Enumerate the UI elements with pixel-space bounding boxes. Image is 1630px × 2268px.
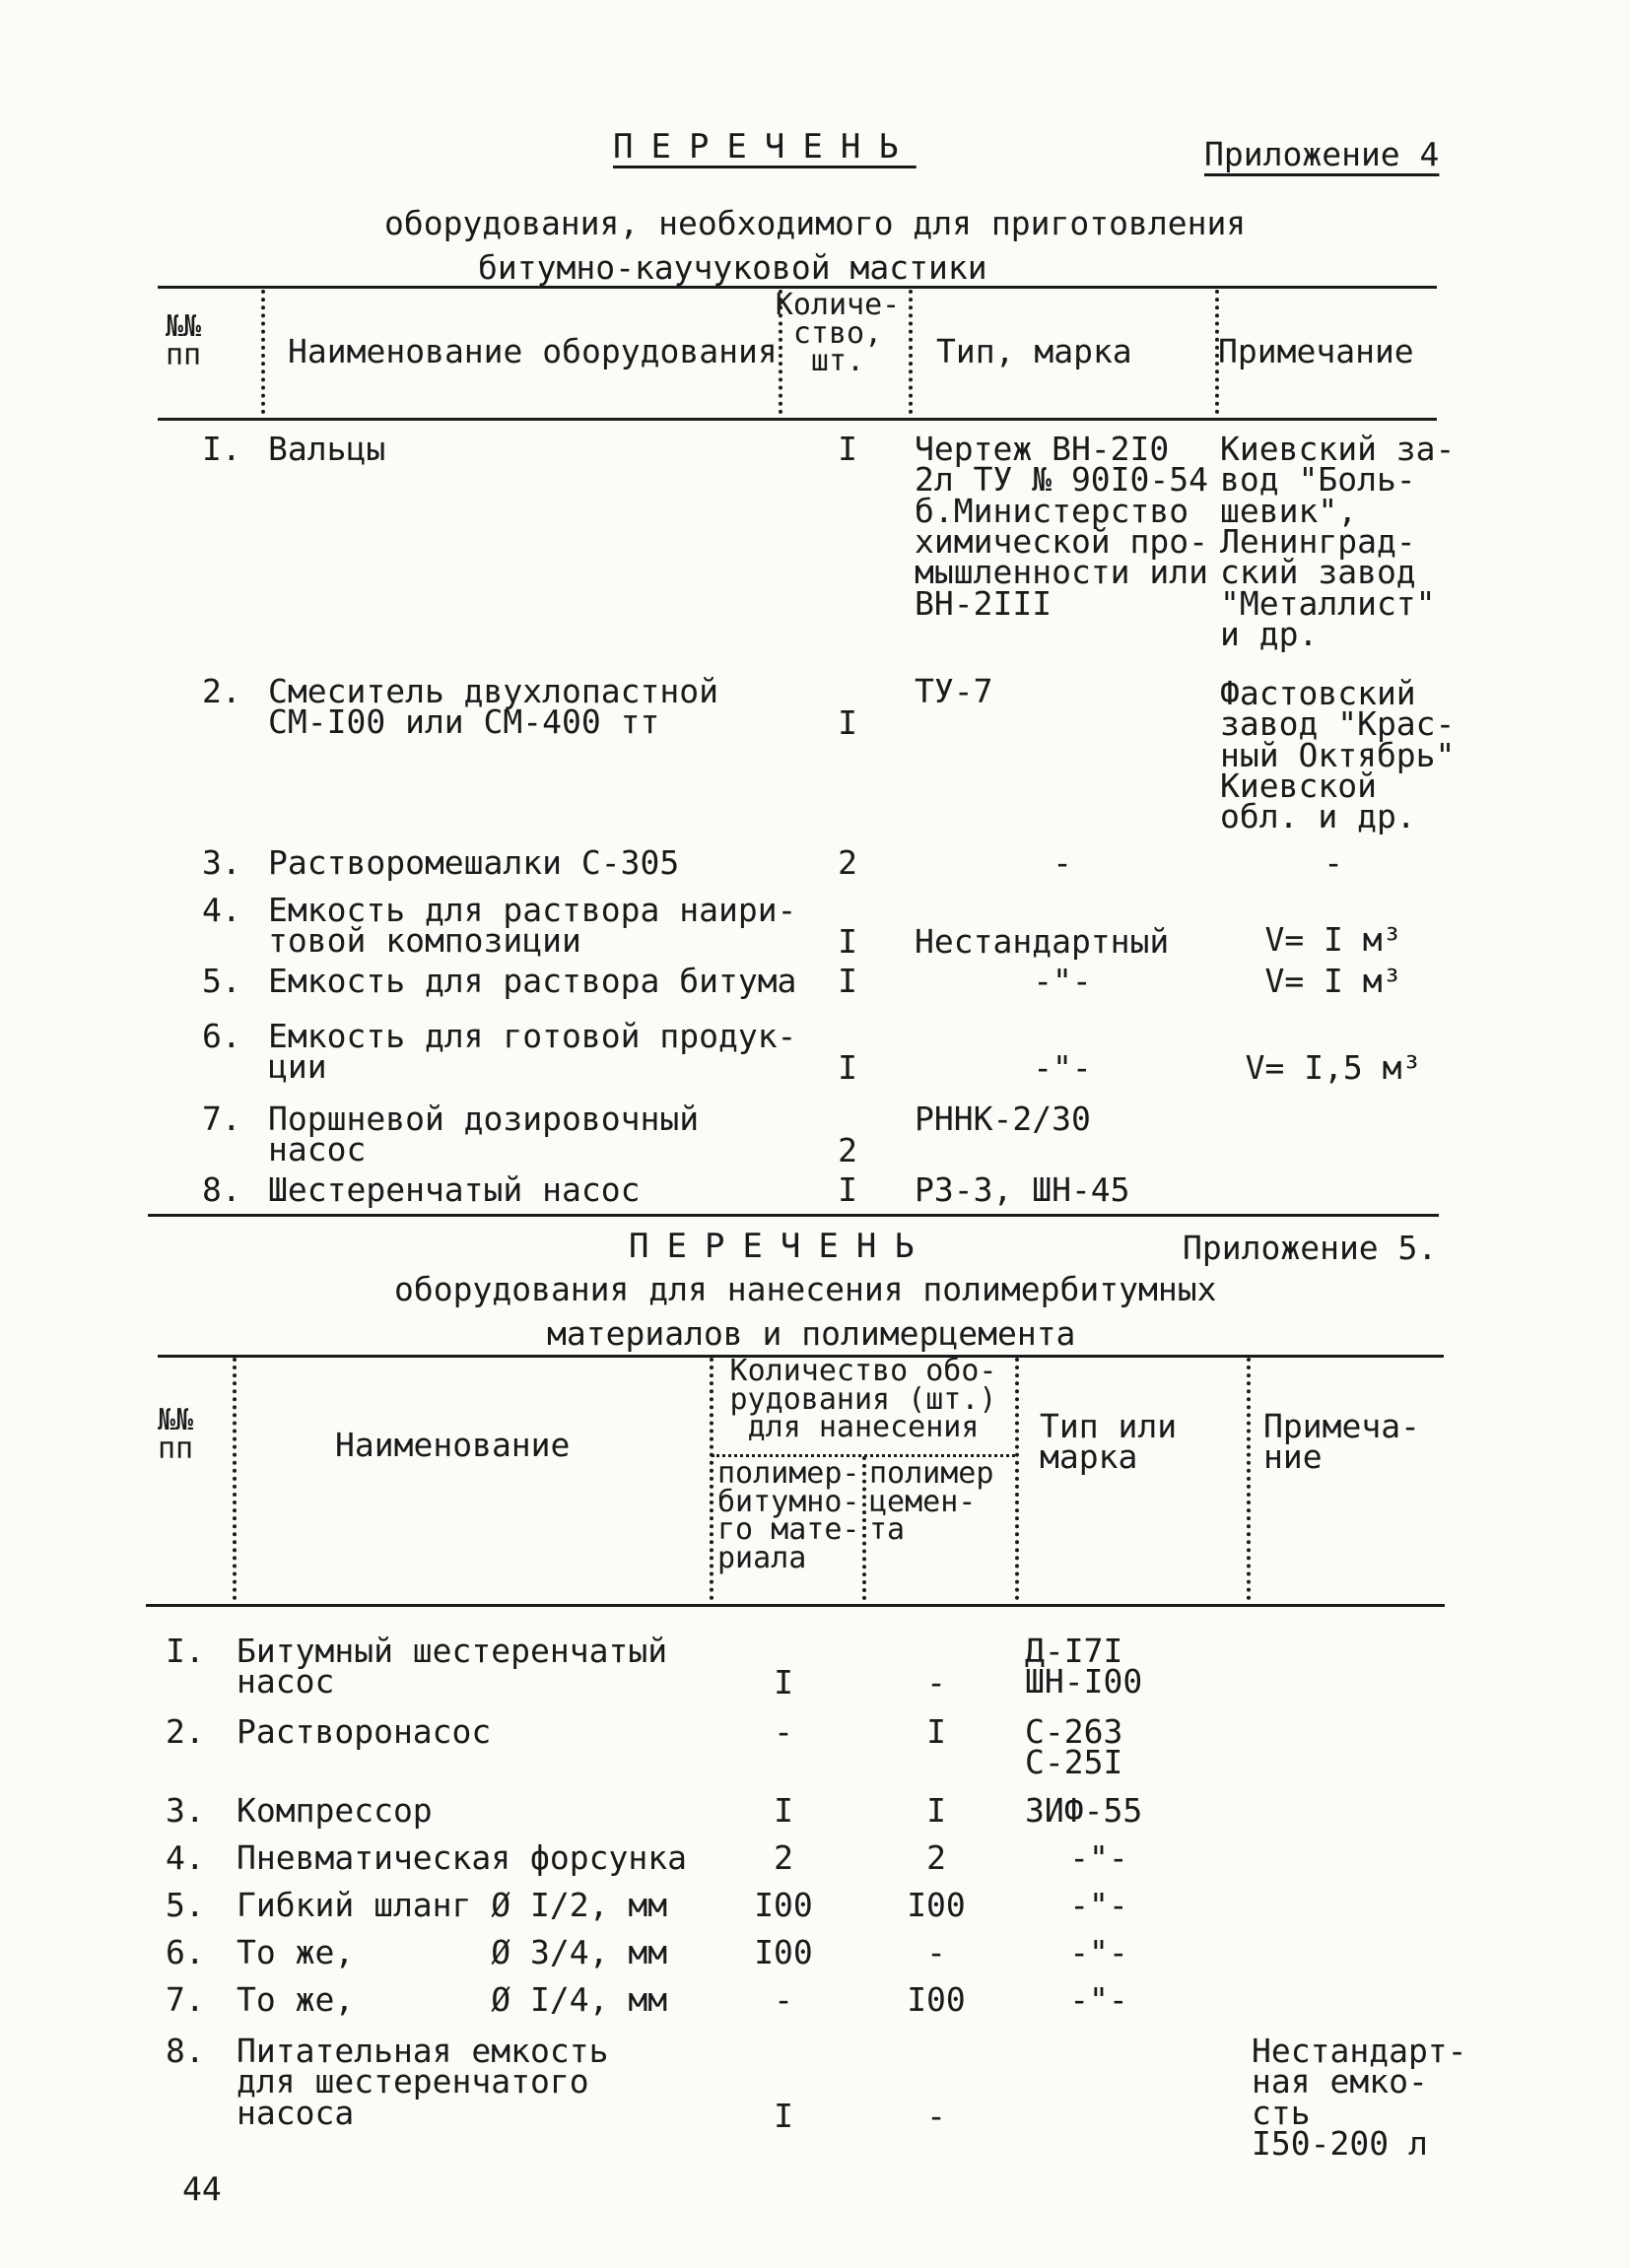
list4-col-divider (261, 290, 265, 414)
equipment-name: Емкость для раствора наири- товой композиции (268, 891, 797, 961)
table-row-number: I. (166, 1632, 205, 1670)
type-cell: -"- (1033, 1048, 1092, 1087)
quantity-b-cell: I (926, 1791, 946, 1830)
table-row-number: 3. (166, 1791, 205, 1830)
list5-col-divider (1247, 1358, 1251, 1600)
quantity-a-cell: I (774, 1663, 793, 1701)
table-row-number: 4. (166, 1838, 205, 1877)
quantity-b-cell: - (926, 1663, 946, 1701)
list5-appendix-label: Приложение 5. (1183, 1229, 1438, 1267)
note-cell: Нестандарт- ная емко- сть I50-200 л (1252, 2032, 1467, 2164)
quantity-a-cell: I (774, 1791, 793, 1830)
note-cell: V= I м³ (1264, 920, 1402, 959)
list4-header-num: №№ пп (166, 309, 202, 372)
type-cell: Чертеж ВН-2I0 2л ТУ № 90I0-54 б.Министерство химической про- мышленности или ВН-2III (915, 430, 1209, 623)
list4-subtitle-1: оборудования, необходимого для приготовления (384, 204, 1247, 242)
type-cell: Д-I7I ШН-I00 (1025, 1632, 1143, 1701)
quantity-a-cell: - (774, 1712, 793, 1751)
quantity-a-cell: I00 (754, 1933, 813, 1971)
type-cell: С-263 С-25I (1025, 1712, 1123, 1782)
quantity-cell: I (838, 962, 857, 1000)
table-row-number: 4. (202, 891, 241, 929)
equipment-name: Смеситель двухлопастной СМ-I00 или СМ-400 тт (268, 672, 718, 742)
note-cell: V= I,5 м³ (1245, 1048, 1422, 1087)
quantity-b-cell: I (926, 1712, 946, 1751)
equipment-name: Гибкий шланг Ø I/2, мм (237, 1886, 668, 1924)
note-cell: - (1324, 843, 1343, 882)
table-row-number: 3. (202, 843, 241, 882)
table-row-number: 6. (166, 1933, 205, 1971)
quantity-cell: I (838, 1048, 857, 1087)
list4-header-note: Примечание (1218, 332, 1414, 370)
note-cell: Киевский за- вод "Боль- шевик", Ленинград- ский завод "Металлист" и др. (1220, 430, 1456, 654)
quantity-b-cell: I00 (907, 1886, 966, 1924)
list5-header-qty-a: полимер- битумно- го мате- риала (717, 1456, 860, 1575)
type-cell: -"- (1069, 1886, 1128, 1924)
quantity-a-cell: I (774, 2097, 793, 2135)
list4-header-type: Тип, марка (936, 332, 1132, 370)
table-row-number: 8. (166, 2032, 205, 2070)
type-cell: -"- (1069, 1980, 1128, 2019)
quantity-b-cell: 2 (926, 1838, 946, 1877)
quantity-b-cell: I00 (907, 1980, 966, 2019)
quantity-cell: I (838, 1170, 857, 1209)
list4-header-name: Наименование оборудования (288, 332, 778, 370)
quantity-cell: I (838, 430, 857, 468)
type-cell: РННК-2/30 (915, 1100, 1091, 1138)
list4-header-rule (158, 418, 1437, 421)
table-row-number: 7. (166, 1980, 205, 2019)
list4-header-qty: Количе- ство, шт. (775, 288, 901, 378)
equipment-name: Битумный шестеренчатый насос (237, 1632, 668, 1701)
type-cell: -"- (1069, 1933, 1128, 1971)
type-cell: - (1053, 843, 1072, 882)
type-cell: ЗИФ-55 (1025, 1791, 1143, 1830)
quantity-b-cell: - (926, 1933, 946, 1971)
list5-header-rule (146, 1604, 1445, 1607)
note-cell: V= I м³ (1264, 962, 1402, 1000)
quantity-a-cell: - (774, 1980, 793, 2019)
equipment-name: Вальцы (268, 430, 386, 468)
equipment-name: Питательная емкость для шестеренчатого насоса (237, 2032, 609, 2132)
list5-subtitle-2: материалов и полимерцемента (547, 1314, 1076, 1353)
equipment-name: Шестеренчатый насос (268, 1170, 641, 1209)
table-row-number: 5. (166, 1886, 205, 1924)
list4-title: ПЕРЕЧЕНЬ (613, 127, 917, 167)
equipment-name: Поршневой дозировочный насос (268, 1100, 700, 1169)
list5-header-type: Тип или марка (1040, 1407, 1178, 1477)
quantity-cell: 2 (838, 843, 857, 882)
list5-col-divider (233, 1358, 237, 1600)
list5-title: ПЕРЕЧЕНЬ (629, 1227, 932, 1266)
table-row-number: I. (202, 430, 241, 468)
type-cell: -"- (1033, 962, 1092, 1000)
list5-header-num: №№ пп (158, 1403, 194, 1466)
quantity-cell: 2 (838, 1131, 857, 1169)
list4-subtitle-2: битумно-каучуковой мастики (478, 248, 987, 287)
equipment-name: Растворомешалки С-305 (268, 843, 680, 882)
quantity-b-cell: - (926, 2097, 946, 2135)
list5-header-qty-b: полимер цемен- та (869, 1456, 994, 1547)
table-row-number: 6. (202, 1017, 241, 1055)
list4-appendix-label: Приложение 4 (1204, 135, 1440, 173)
table-row-number: 2. (166, 1712, 205, 1751)
quantity-a-cell: 2 (774, 1838, 793, 1877)
list5-header-qty-group: Количество обо- рудования (шт.) для нанесения (729, 1354, 997, 1444)
type-cell: Нестандартный (915, 922, 1170, 961)
table-row-number: 2. (202, 672, 241, 710)
equipment-name: Компрессор (237, 1791, 433, 1830)
list5-col-divider (1015, 1358, 1019, 1600)
type-cell: ТУ-7 (915, 672, 993, 710)
table-row-number: 8. (202, 1170, 241, 1209)
quantity-cell: I (838, 703, 857, 742)
equipment-name: Растворонасос (237, 1712, 492, 1751)
list4-bottom-rule (148, 1214, 1439, 1217)
page-number: 44 (182, 2169, 222, 2208)
quantity-a-cell: I00 (754, 1886, 813, 1924)
type-cell: РЗ-3, ШН-45 (915, 1170, 1130, 1209)
note-cell: Фастовский завод "Крас- ный Октябрь" Киевской обл. и др. (1220, 674, 1456, 836)
quantity-cell: I (838, 922, 857, 961)
equipment-name: Пневматическая форсунка (237, 1838, 687, 1877)
list5-header-note: Примеча- ние (1263, 1407, 1420, 1477)
table-row-number: 5. (202, 962, 241, 1000)
equipment-name: То же, Ø I/4, мм (237, 1980, 668, 2019)
equipment-name: Емкость для готовой продук- ции (268, 1017, 797, 1087)
list5-col-divider (862, 1456, 866, 1600)
equipment-name: То же, Ø 3/4, мм (237, 1933, 668, 1971)
equipment-name: Емкость для раствора битума (268, 962, 797, 1000)
table-row-number: 7. (202, 1100, 241, 1138)
list5-subtitle-1: оборудования для нанесения полимербитумных (394, 1270, 1217, 1308)
list5-header-name: Наименование (335, 1426, 571, 1464)
type-cell: -"- (1069, 1838, 1128, 1877)
